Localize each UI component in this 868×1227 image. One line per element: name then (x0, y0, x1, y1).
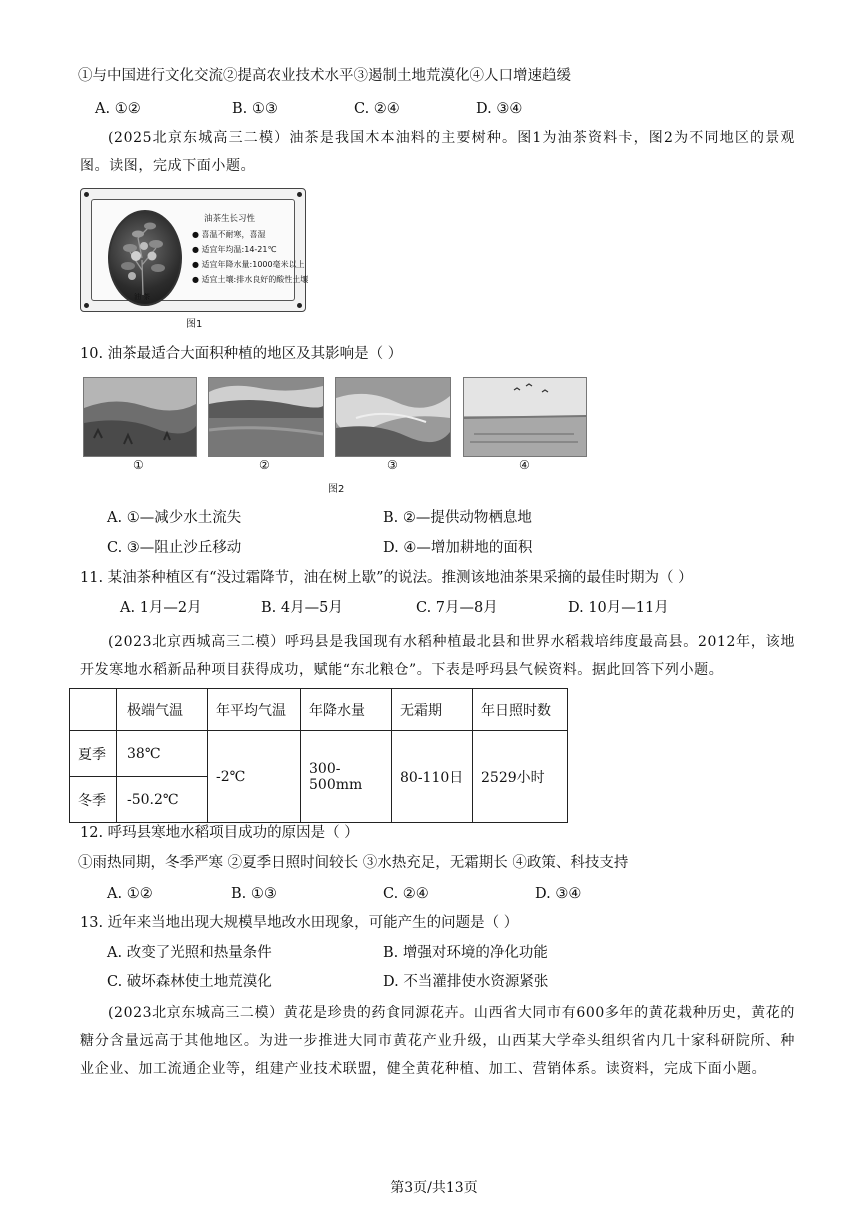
table-header: 无霜期 (392, 689, 473, 731)
q11-option-d: D. 10月—11月 (568, 600, 669, 616)
landscape-photo-3 (335, 377, 451, 457)
q10-stem: 10. 油茶最适合大面积种植的地区及其影响是（ ） (80, 346, 403, 362)
figure-1-card (80, 188, 309, 312)
q9-option-b: B. ①③ (232, 101, 278, 117)
photo-label-1: ① (133, 458, 144, 472)
q9-option-c: C. ②④ (354, 101, 400, 117)
table-header: 极端气温 (117, 689, 208, 731)
q13-option-a: A. 改变了光照和热量条件 (107, 945, 272, 961)
cell-winter-extreme: -50.2℃ (117, 777, 208, 823)
cell-avg-temp: -2℃ (208, 731, 301, 823)
intro-paragraph-2: (2023北京西城高三二模）呼玛县是我国现有水稻种植最北县和世界水稻栽培纬度最高县。2012年，该地开发寒地水稻新品种项目获得成功，赋能“东北粮仓”。下表是呼玛县气候资料。据此回答下列小题。 (80, 634, 795, 678)
q12-stem: 12. 呼玛县寒地水稻项目成功的原因是（ ） (80, 825, 359, 841)
card-title: 油茶生长习性 (204, 214, 256, 224)
photo-label-2: ② (259, 458, 270, 472)
cell-sunshine: 2529小时 (473, 731, 568, 823)
landscape-photo-1 (83, 377, 197, 457)
card-item: ● 适宜土壤:排水良好的酸性土壤 (192, 275, 309, 284)
figure-1-caption: 图1 (186, 319, 203, 330)
climate-table (69, 688, 568, 823)
q10-option-b: B. ②—提供动物栖息地 (383, 510, 532, 526)
q12-items: ①雨热同期，冬季严寒 ②夏季日照时间较长 ③水热充足，无霜期长 ④政策、科技支持 (78, 855, 629, 871)
card-item: ● 适宜年均温:14-21℃ (192, 245, 277, 254)
q12-option-a: A. ①② (107, 886, 153, 902)
photo-label-4: ④ (519, 458, 530, 472)
card-item: ● 喜温不耐寒，喜湿 (192, 230, 266, 239)
card-item: ● 适宜年降水量:1000毫米以上 (192, 260, 305, 269)
q9-option-a: A. ①② (95, 101, 141, 117)
photo-label-3: ③ (387, 458, 398, 472)
landscape-photo-2 (208, 377, 324, 457)
q12-option-d: D. ③④ (535, 886, 582, 902)
q13-option-b: B. 增强对环境的净化功能 (383, 945, 548, 961)
q11-option-c: C. 7月—8月 (416, 600, 498, 616)
cell-summer-extreme: 38℃ (117, 731, 208, 777)
q9-items: ①与中国进行文化交流②提高农业技术水平③遏制土地荒漠化④人口增速趋缓 (78, 68, 571, 84)
q12-option-b: B. ①③ (231, 886, 277, 902)
q11-option-a: A. 1月—2月 (120, 600, 202, 616)
q13-option-c: C. 破坏森林使土地荒漠化 (107, 974, 272, 990)
cell-precip: 300-500mm (301, 731, 392, 823)
q12-option-c: C. ②④ (383, 886, 429, 902)
q10-option-c: C. ③—阻止沙丘移动 (107, 540, 242, 556)
table-header: 年降水量 (301, 689, 392, 731)
row-label-winter: 冬季 (70, 777, 117, 823)
table-header: 年平均气温 (208, 689, 301, 731)
row-label-summer: 夏季 (70, 731, 117, 777)
q11-stem: 11. 某油茶种植区有“没过霜降节，油在树上歇”的说法。推测该地油茶果采摘的最佳时期为（ ） (80, 570, 693, 586)
intro-paragraph-3: (2023北京东城高三二模）黄花是珍贵的药食同源花卉。山西省大同市有600多年的黄花栽种历史，黄花的糖分含量远高于其他地区。为进一步推进大同市黄花产业升级，山西某大学牵头组织省内几十家科研院所、种业企业、加工流通企业等，组建产业技术联盟，健全黄花种植、加工、营销体系。读资料，完成下面小题。 (80, 1005, 795, 1077)
q10-option-d: D. ④—增加耕地的面积 (383, 540, 533, 556)
figure-2-caption: 图2 (328, 484, 345, 495)
landscape-photo-4 (463, 377, 587, 457)
plant-label: 油 茶 (134, 293, 151, 301)
intro-paragraph-1: (2025北京东城高三二模）油茶是我国木本油料的主要树种。图1为油茶资料卡，图2为不同地区的景观图。读图，完成下面小题。 (80, 130, 795, 174)
q10-option-a: A. ①—减少水土流失 (107, 510, 242, 526)
cell-frost-free: 80-110日 (392, 731, 473, 823)
table-corner (70, 689, 117, 731)
q13-option-d: D. 不当灌排使水资源紧张 (383, 974, 549, 990)
table-header: 年日照时数 (473, 689, 568, 731)
page-number-footer: 第3页/共13页 (390, 1180, 478, 1196)
q9-option-d: D. ③④ (476, 101, 523, 117)
q11-option-b: B. 4月—5月 (261, 600, 343, 616)
q13-stem: 13. 近年来当地出现大规模旱地改水田现象，可能产生的问题是（ ） (80, 915, 519, 931)
